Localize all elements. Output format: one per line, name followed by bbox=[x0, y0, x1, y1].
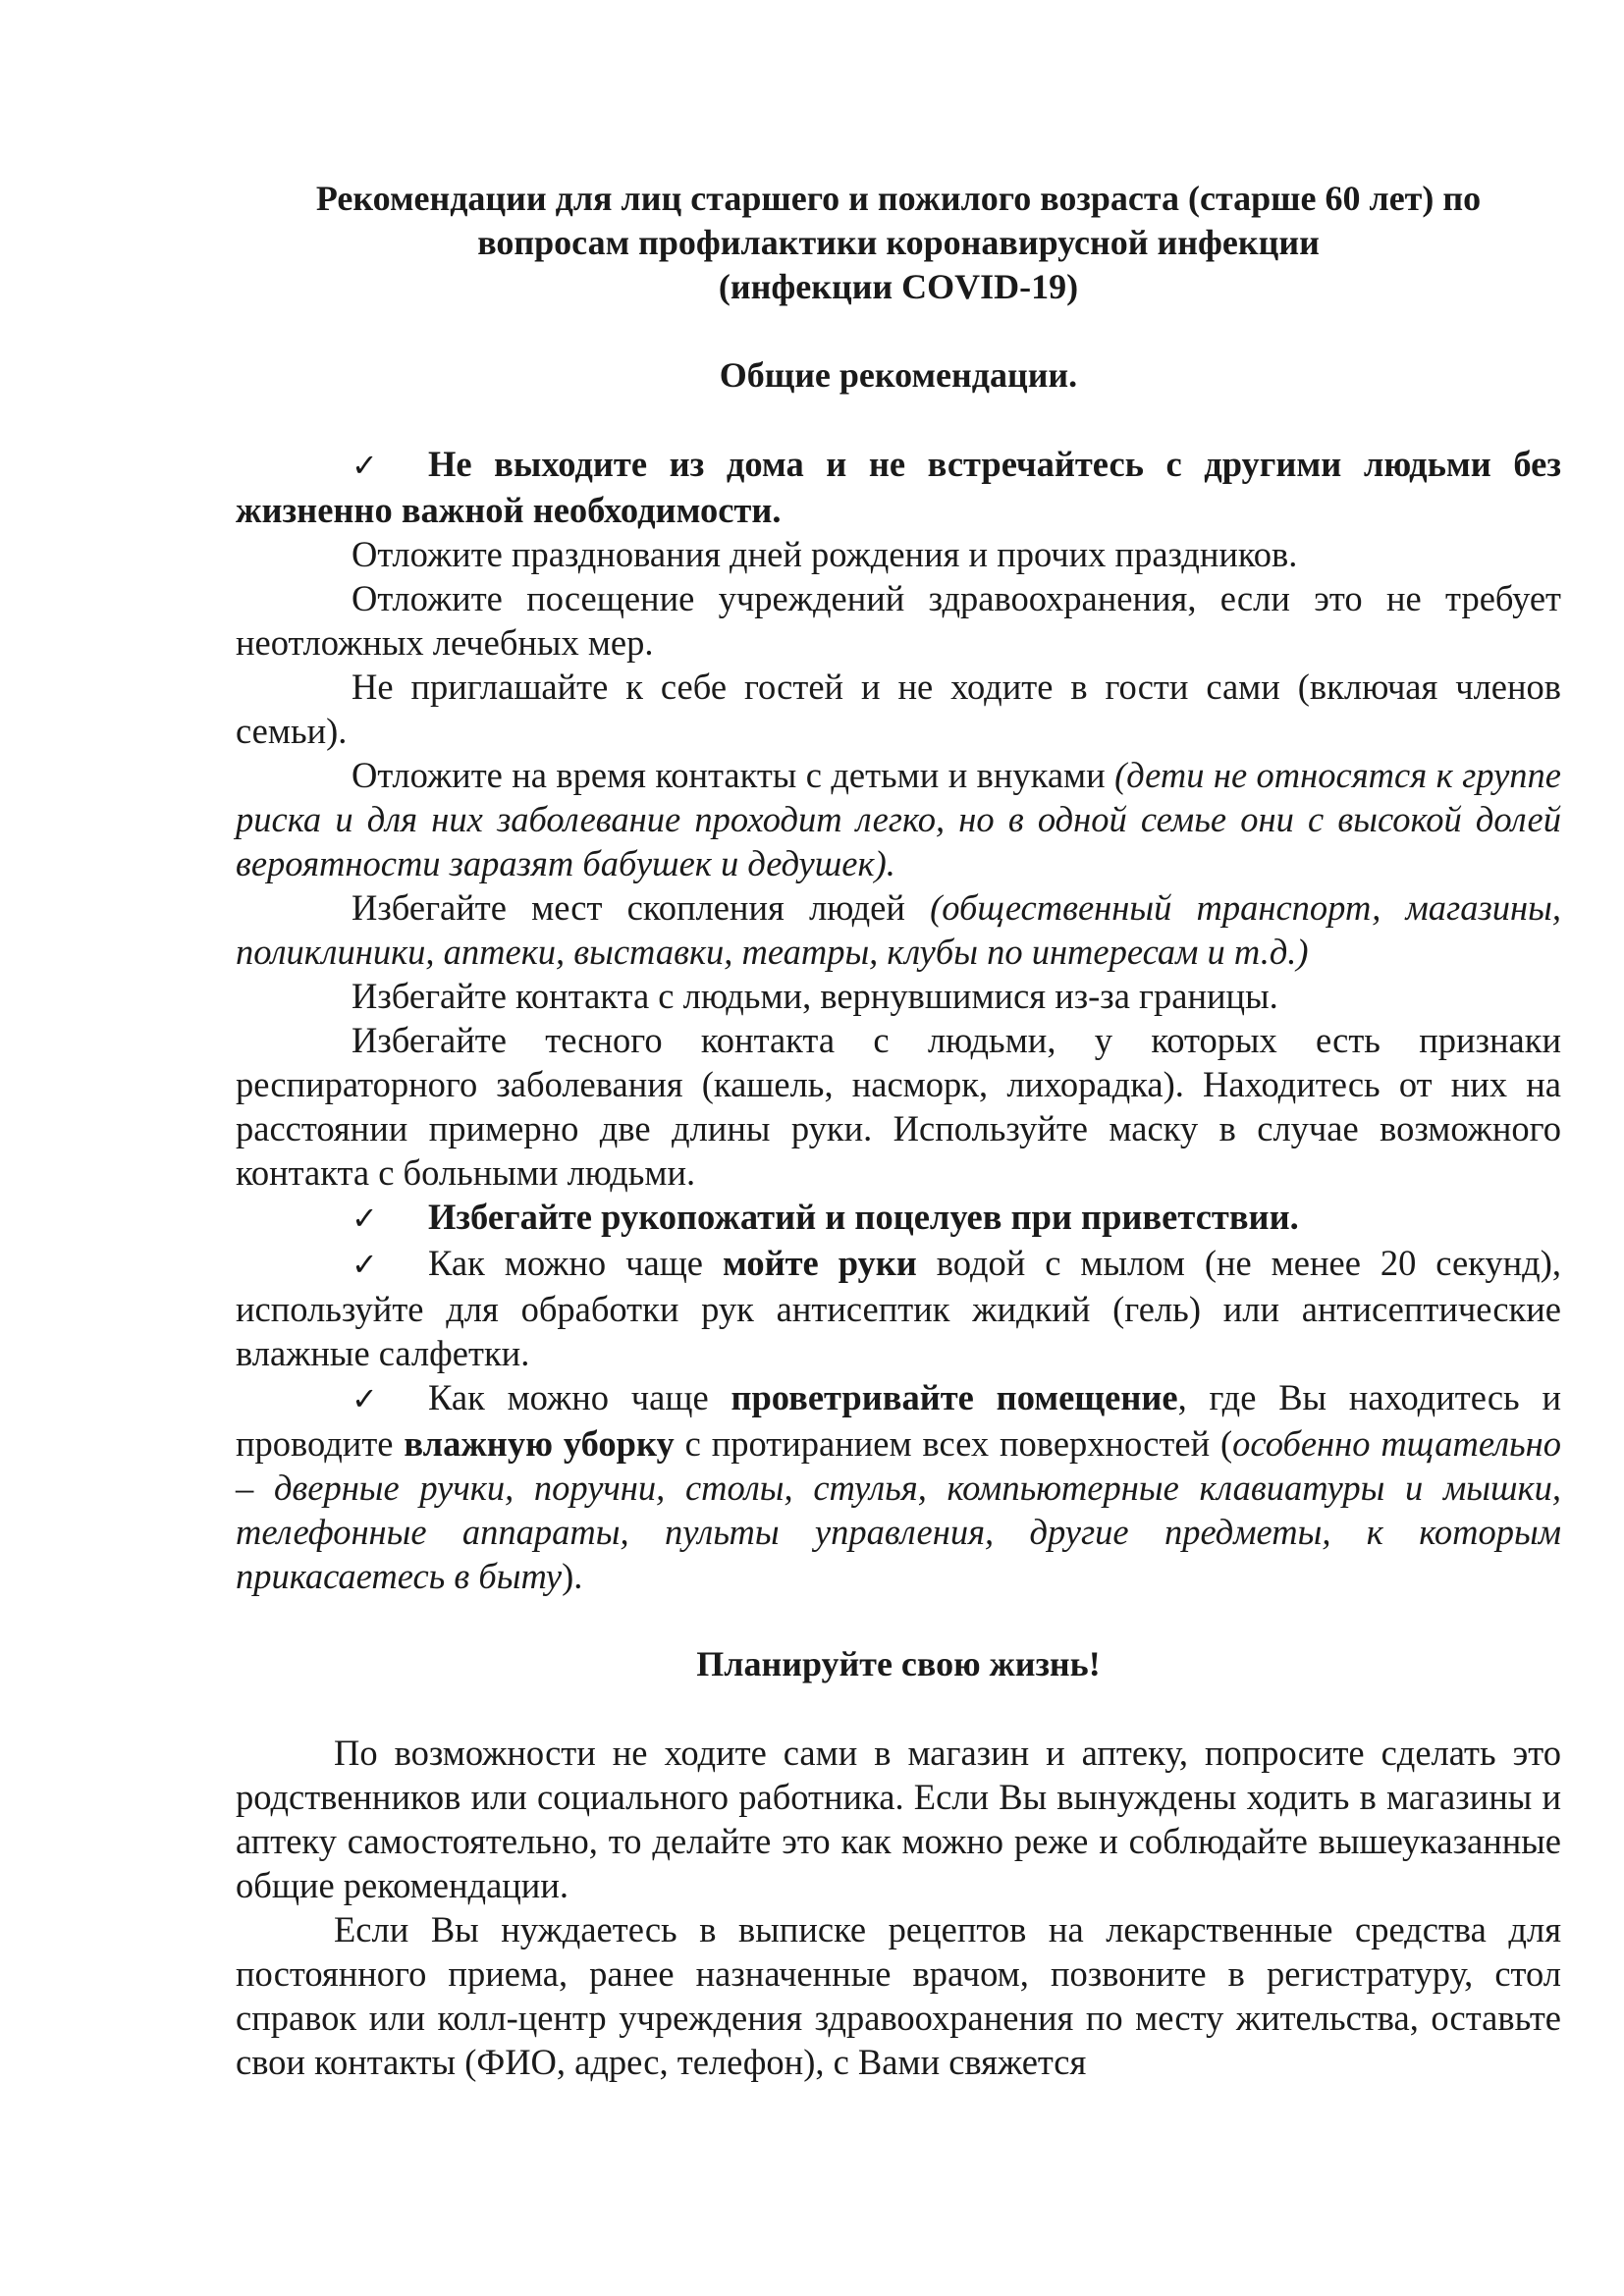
title-line-3: (инфекции COVID-19) bbox=[718, 267, 1079, 306]
rec-vent-bold-1: проветривайте помещение bbox=[731, 1377, 1178, 1417]
recommendation-no-handshakes bbox=[236, 1195, 1561, 1241]
recommendation-ventilate bbox=[236, 1375, 1561, 1598]
check-mark-icon: ✓ bbox=[352, 447, 378, 484]
recommendation-wash-hands bbox=[236, 1241, 1561, 1375]
rec-vent-bold-2: влажную уборку bbox=[404, 1423, 675, 1464]
paragraph-sick-contact: Избегайте тесного контакта с людьми, у которых есть признаки респираторного заболевания (кашель, насморк, лихорадка). Находитесь от них на расстоянии примерно две длины руки. Используйте маску в случае возможного контакта с больными людьми. bbox=[236, 1020, 1561, 1193]
title-line-2: вопросам профилактики коронавирусной инфекции bbox=[477, 223, 1320, 262]
paragraph-birthdays: Отложите празднования дней рождения и прочих праздников. bbox=[352, 534, 1298, 574]
section-heading-plan: Планируйте свою жизнь! bbox=[696, 1644, 1101, 1683]
document-title bbox=[236, 177, 1561, 309]
rec-vent-mid: , где Вы находитесь и проводите bbox=[236, 1377, 1561, 1464]
paragraph-shopping: По возможности не ходите сами в магазин и аптеку, попросите сделать это родственников или социального работника. Если Вы вынуждены ходить в магазины и аптеку самостоятельно, то делайте это как можно реже и соблюдайте вышеуказанные общие рекомендации. bbox=[236, 1733, 1561, 1905]
crowds-lead-text: Избегайте мест скопления людей bbox=[352, 887, 931, 928]
rec-wash-lead: Как можно чаще bbox=[428, 1243, 723, 1283]
recommendation-stay-home bbox=[236, 442, 1561, 532]
paragraph-crowds bbox=[236, 885, 1561, 974]
rec-wash-rest: водой с мылом (не менее 20 секунд), используйте для обработки рук антисептик жидкий (гель) или антисептические влажные салфетки. bbox=[236, 1243, 1562, 1373]
check-mark-icon: ✓ bbox=[352, 1200, 378, 1237]
paragraph-children bbox=[236, 753, 1561, 885]
title-line-1: Рекомендации для лиц старшего и пожилого возраста (старше 60 лет) по bbox=[315, 179, 1482, 218]
children-italic-text: (дети не относятся к группе риска и для них заболевание проходит легко, но в одной семье они с высокой долей вероятности заразят бабушек и дедушек). bbox=[236, 755, 1561, 883]
paragraph-abroad: Избегайте контакта с людьми, вернувшимися из-за границы. bbox=[352, 976, 1278, 1016]
rec-handshakes-text: Избегайте рукопожатий и поцелуев при приветствии. bbox=[428, 1197, 1299, 1237]
children-lead-text: Отложите на время контакты с детьми и внуками bbox=[352, 755, 1115, 795]
check-mark-icon: ✓ bbox=[352, 1246, 378, 1283]
paragraph-prescriptions: Если Вы нуждаетесь в выписке рецептов на лекарственные средства для постоянного приема, ранее назначенные врачом, позвоните в регистратуру, стол справок или колл-центр учреждения здравоохранения по месту жительства, оставьте свои контакты (ФИО, адрес, телефон), с Вами свяжется bbox=[236, 1909, 1561, 2082]
rec-wash-bold: мойте руки bbox=[722, 1243, 917, 1283]
rec-vent-mid-2: с протиранием всех поверхностей ( bbox=[674, 1423, 1233, 1464]
paragraph-healthcare: Отложите посещение учреждений здравоохранения, если это не требует неотложных лечебных мер. bbox=[236, 578, 1561, 663]
check-mark-icon: ✓ bbox=[352, 1380, 378, 1417]
section-heading-general: Общие рекомендации. bbox=[719, 355, 1078, 395]
rec-vent-end: ). bbox=[562, 1556, 583, 1596]
document-body bbox=[236, 177, 1561, 2084]
rec-stay-home-text: Не выходите из дома и не встречайтесь с другими людьми без жизненно важной необходимости. bbox=[236, 444, 1561, 530]
crowds-italic-text: (общественный транспорт, магазины, поликлиники, аптеки, выставки, театры, клубы по интересам и т.д.) bbox=[236, 887, 1561, 972]
rec-vent-italic: особенно тщательно – дверные ручки, поручни, столы, стулья, компьютерные клавиатуры и мышки, телефонные аппараты, пульты управления, другие предметы, к которым прикасаетесь в быту bbox=[236, 1423, 1561, 1596]
paragraph-guests: Не приглашайте к себе гостей и не ходите в гости сами (включая членов семьи). bbox=[236, 667, 1561, 751]
rec-vent-lead: Как можно чаще bbox=[428, 1377, 731, 1417]
